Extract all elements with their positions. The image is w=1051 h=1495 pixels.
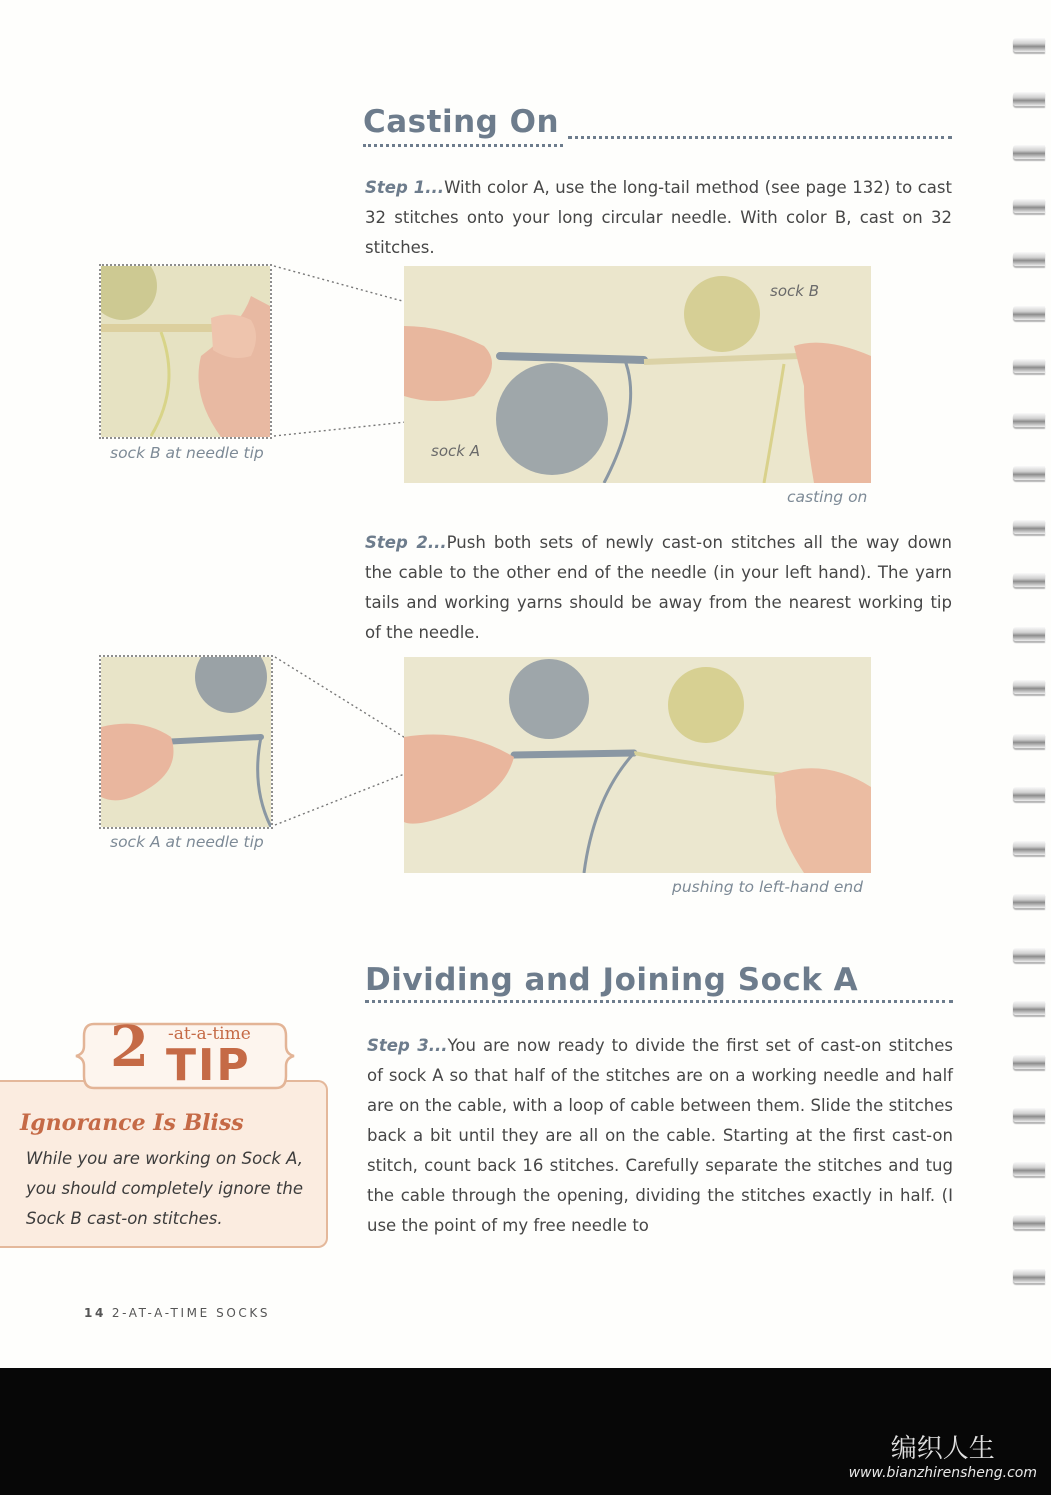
tip-heading: Ignorance Is Bliss	[20, 1110, 244, 1136]
photo-1-illustration	[404, 266, 871, 483]
step-1-label: Step 1...	[365, 178, 445, 197]
inset-1-illustration	[101, 266, 270, 437]
page-footer	[84, 1306, 270, 1320]
photo-label-sock-b: sock B	[770, 282, 819, 300]
photo-1-caption: casting on	[787, 488, 868, 506]
step-3-label: Step 3...	[367, 1036, 448, 1055]
photo-pushing-to-left	[404, 657, 871, 873]
spiral-coil	[1013, 520, 1045, 534]
photo-2-illustration	[404, 657, 871, 873]
spiral-coil	[1013, 734, 1045, 748]
book-title: 2-AT-A-TIME SOCKS	[111, 1306, 271, 1320]
spiral-coil	[1013, 841, 1045, 855]
spiral-coil	[1013, 38, 1045, 52]
spiral-coil	[1013, 306, 1045, 320]
spiral-coil	[1013, 627, 1045, 641]
inset-1-caption: sock B at needle tip	[110, 444, 264, 462]
step-3-paragraph	[367, 1031, 953, 1241]
spiral-coil	[1013, 573, 1045, 587]
watermark-site: www.bianzhirensheng.com	[848, 1465, 1037, 1481]
spiral-coil	[1013, 1269, 1045, 1283]
spiral-coil	[1013, 466, 1045, 480]
inset-photo-sock-b	[101, 266, 270, 437]
section-2-dotted-rule	[365, 1000, 953, 1003]
spiral-coil	[1013, 413, 1045, 427]
page-number: 14	[84, 1306, 106, 1320]
tip-subtitle: -at-a-time	[168, 1024, 251, 1044]
step-2-paragraph	[365, 528, 952, 648]
spiral-coil	[1013, 948, 1045, 962]
photo-2-caption: pushing to left-hand end	[672, 878, 864, 896]
spiral-coil	[1013, 359, 1045, 373]
inset-2-caption: sock A at needle tip	[110, 833, 264, 851]
spiral-coil	[1013, 199, 1045, 213]
inset-2-connector	[271, 653, 411, 833]
step-2-text: Push both sets of newly cast-on stitches all the way down the cable to the other end of the needle (in your left hand). The yarn tails and working yarns should be away from the nearest working tip of the needle.	[365, 533, 952, 642]
step-1-paragraph	[365, 173, 952, 263]
spiral-coil	[1013, 1055, 1045, 1069]
title-dotted-underline	[363, 144, 563, 147]
spiral-coil	[1013, 1108, 1045, 1122]
spiral-binding	[1007, 0, 1051, 1368]
section-title-casting-on: Casting On	[363, 104, 560, 140]
spiral-coil	[1013, 145, 1045, 159]
watermark-brand: 编织人生	[890, 1434, 995, 1464]
inset-photo-sock-a	[101, 657, 271, 827]
inset-1-connector	[270, 262, 410, 442]
photo-casting-on	[404, 266, 871, 483]
photo-label-sock-a: sock A	[431, 442, 480, 460]
tip-number: 2	[110, 1014, 149, 1080]
section-title-dividing: Dividing and Joining Sock A	[365, 962, 859, 998]
spiral-coil	[1013, 1001, 1045, 1015]
step-1-text: With color A, use the long-tail method (see page 132) to cast 32 stitches onto your long circular needle. With color B, cast on 32 stitches.	[365, 178, 952, 257]
watermark	[849, 1428, 1037, 1481]
step-2-label: Step 2...	[365, 533, 447, 552]
title-dotted-rule	[568, 136, 952, 139]
inset-2-illustration	[101, 657, 271, 827]
tip-body: While you are working on Sock A, you should completely ignore the Sock B cast-on stitches.	[26, 1149, 304, 1228]
tip-word: TIP	[166, 1040, 251, 1091]
tip-badge	[74, 1010, 296, 1100]
spiral-coil	[1013, 92, 1045, 106]
spiral-coil	[1013, 252, 1045, 266]
step-3-text: You are now ready to divide the first set of cast-on stitches of sock A so that half of the stitches are on a working needle and half are on the cable, with a loop of cable between them. Slide the stitches back a bit until they are all on the cable. Starting at the first cast-on stitch, count back 16 stitches. Carefully separate the stitches and tug the cable through the opening, dividing the stitches exactly in half. (I use the point of my free needle to	[367, 1036, 953, 1235]
spiral-coil	[1013, 894, 1045, 908]
spiral-coil	[1013, 680, 1045, 694]
spiral-coil	[1013, 787, 1045, 801]
spiral-coil	[1013, 1162, 1045, 1176]
spiral-coil	[1013, 1215, 1045, 1229]
